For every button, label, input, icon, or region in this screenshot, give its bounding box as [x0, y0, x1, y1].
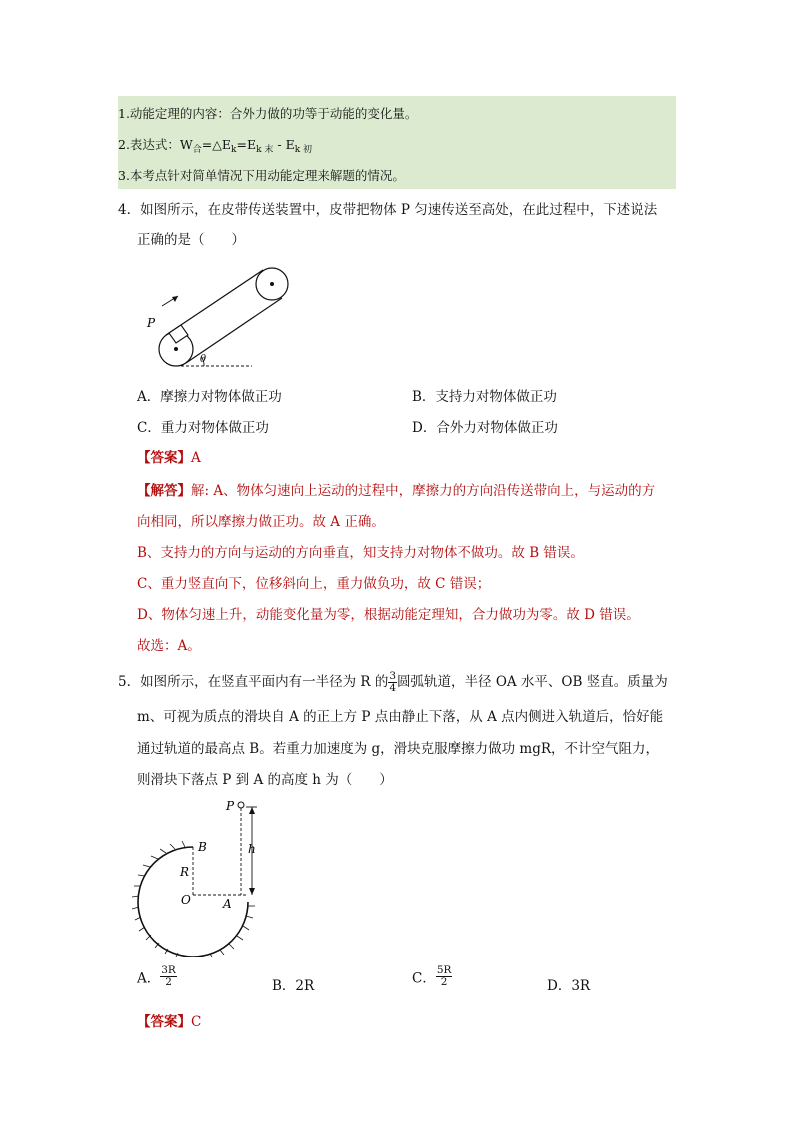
q4-option-c: C．重力对物体做正功 [137, 420, 269, 436]
label-o: O [181, 893, 191, 907]
point-p [238, 802, 244, 808]
q4-stem-line-2: 正确的是（ ） [137, 232, 245, 248]
q5-option-b: B．2R [272, 978, 315, 994]
label-p: P [147, 316, 156, 330]
q5-stem-line-1: 5．如图所示，在竖直平面内有一半径为 R 的 $\frac{3}{4}$ 圆弧轨道，半径 OA 水平、OB 竖直。质量为 [118, 670, 668, 694]
label-b: B [198, 840, 207, 854]
q4-solution-line-2: 向相同，所以摩擦力做正功。故 A 正确。 [137, 514, 385, 530]
circular-track-figure [130, 795, 270, 957]
q5-option-d: D．3R [547, 978, 591, 994]
height-arrow-bottom [249, 888, 255, 895]
q5-stem-line-4: 则滑块下落点 P 到 A 的高度 h 为（ ） [137, 772, 393, 788]
fraction-three-quarters: $\frac{3}{4}$ [389, 670, 397, 694]
q5-option-a: A． $\frac{3R}{2}$ [137, 964, 176, 988]
q4-solution-line-4: C、重力竖直向下，位移斜向上，重力做负功，故 C 错误； [137, 576, 491, 592]
label-theta: θ [200, 354, 207, 365]
q4-option-b: B．支持力对物体做正功 [412, 389, 557, 405]
q4-stem-line-1: 4．如图所示，在皮带传送装置中，皮带把物体 P 匀速传送至高处，在此过程中，下述说法 [118, 202, 658, 218]
q4-solution-line-1: 【解答】解: A、物体匀速向上运动的过程中，摩擦力的方向沿传送带向上，与运动的方 [137, 483, 656, 499]
q5-option-c: C． $\frac{5R}{2}$ [412, 964, 452, 988]
height-arrow-top [249, 807, 255, 814]
block-p [169, 325, 188, 343]
q4-solution-line-5: D、物体匀速上升，动能变化量为零，根据动能定理知，合力做功为零。故 D 错误。 [137, 607, 640, 623]
label-r: R [180, 865, 190, 879]
q5-answer: 【答案】C [137, 1014, 202, 1030]
knowledge-line-2: 2.表达式：$W_合=\triangle E_k=E_{k 末} - E_{k 初}$ [118, 137, 313, 155]
q4-solution-line-3: B、支持力的方向与运动的方向垂直，知支持力对物体不做功。故 B 错误。 [137, 545, 584, 561]
knowledge-line-1: 1.动能定理的内容：合外力做的功等于动能的变化量。 [118, 106, 418, 121]
q5-stem-line-2: m、可视为质点的滑块自 A 的正上方 P 点由静止下落，从 A 点内侧进入轨道后，恰好能 [137, 709, 664, 725]
label-a: A [223, 897, 232, 911]
q4-option-d: D．合外力对物体做正功 [412, 420, 558, 436]
top-pulley [256, 268, 288, 300]
q4-option-a: A．摩擦力对物体做正功 [137, 389, 282, 405]
q4-answer: 【答案】A [137, 450, 201, 466]
conveyor-belt-figure [140, 262, 300, 374]
label-h: h [248, 842, 256, 856]
knowledge-line-3: 3.本考点针对简单情况下用动能定理来解题的情况。 [118, 168, 405, 183]
q5-stem-line-3: 通过轨道的最高点 B。若重力加速度为 g，滑块克服摩擦力做功 mgR，不计空气阻力， [137, 741, 660, 757]
label-p: P [226, 799, 235, 813]
q4-solution-line-6: 故选：A。 [137, 638, 201, 654]
track-hatching [132, 841, 255, 957]
